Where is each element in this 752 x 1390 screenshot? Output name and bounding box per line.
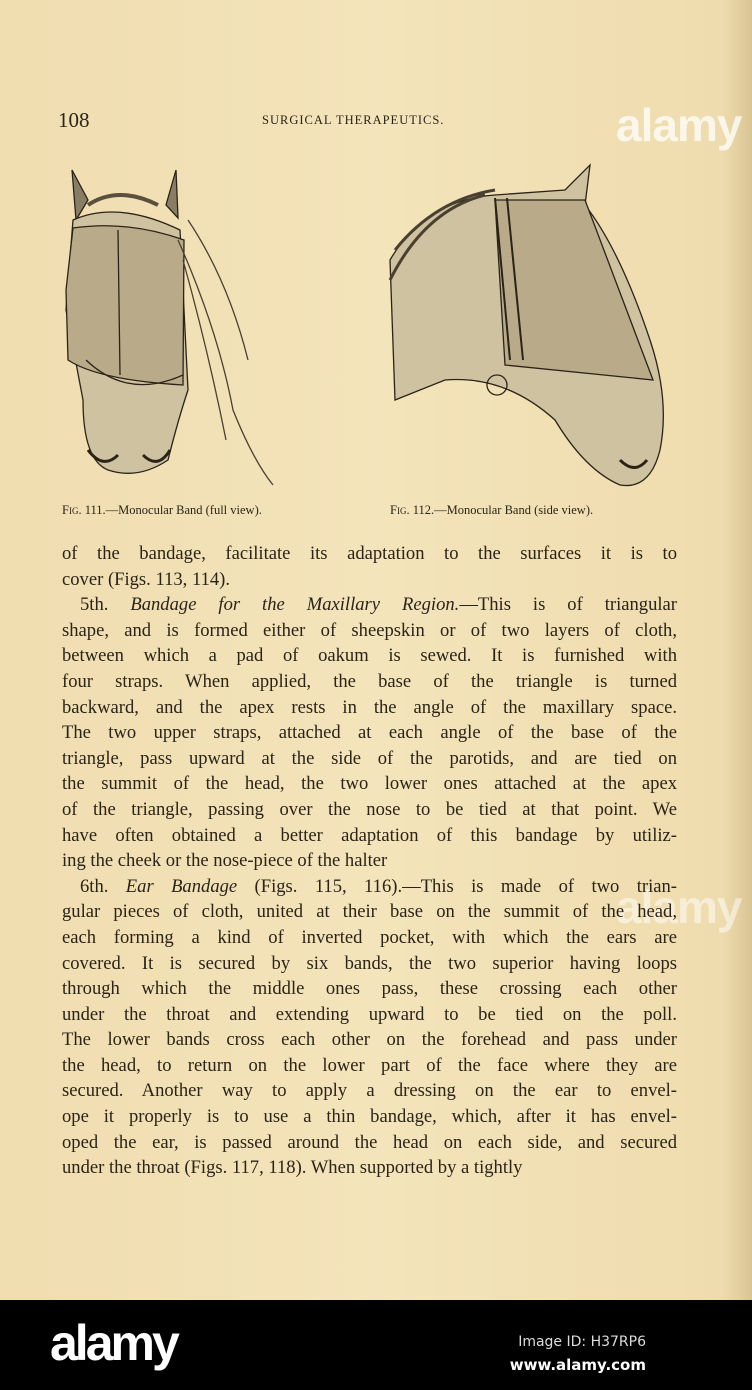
figure-label: Fig. 112. [390, 503, 435, 517]
text-line: through which the middle ones pass, these crossing each other [62, 978, 677, 1000]
section-title: Bandage for the Maxillary Region. [130, 594, 460, 616]
watermark: alamy [616, 881, 742, 933]
figure-112-horse-side-view [385, 160, 675, 495]
text-line: oped the ear, is passed around the head on each side, and secured [62, 1131, 677, 1153]
text-line: triangle, pass upward at the side of the parotids, and are tied on [62, 747, 677, 769]
text-line: have often obtained a better adaptation of this bandage by utiliz- [62, 824, 677, 846]
text-segment: (Figs. 115, 116).—This is made of two trian- [237, 875, 677, 897]
text-line: under the throat and extending upward to be tied on the poll. [62, 1003, 677, 1025]
text-line: under the throat (Figs. 117, 118). When supported by a tightly [62, 1157, 523, 1179]
text-line: of the triangle, passing over the nose to be tied at that point. We [62, 798, 677, 820]
text-segment: —This is of triangular [459, 594, 677, 616]
text-segment: 6th. [80, 875, 126, 897]
image-id: Image ID: H37RP6 [518, 1334, 646, 1350]
text-line: secured. Another way to apply a dressing on the ear to envel- [62, 1080, 677, 1102]
figure-111-horse-front-view [58, 160, 283, 495]
text-line: between which a pad of oakum is sewed. It is furnished with [62, 645, 677, 667]
figure-111-caption [62, 503, 262, 518]
text-line: of the bandage, facilitate its adaptation to the surfaces it is to [62, 543, 677, 564]
text-line [62, 592, 677, 618]
figure-label: Fig. 111. [62, 503, 106, 517]
alamy-logo: alamy [50, 1315, 177, 1371]
watermark: alamy [616, 99, 742, 151]
site-url[interactable]: www.alamy.com [509, 1356, 646, 1374]
body-text [62, 541, 677, 1181]
running-title: SURGICAL THERAPEUTICS. [262, 113, 445, 127]
text-line: four straps. When applied, the base of the triangle is turned [62, 670, 677, 692]
text-line: the head, to return on the lower part of the face where they are [62, 1054, 677, 1076]
text-line: backward, and the apex rests in the angle of the maxillary space. [62, 696, 677, 718]
text-line: each forming a kind of inverted pocket, with which the ears are [62, 926, 677, 948]
text-line: covered. It is secured by six bands, the two superior having loops [62, 952, 677, 974]
text-line: the summit of the head, the two lower ones attached at the apex [62, 773, 677, 795]
text-segment: 5th. [80, 594, 131, 616]
text-line: The two upper straps, attached at each angle of the base of the [62, 722, 677, 744]
footer-bar [0, 1300, 752, 1390]
page-number: 108 [58, 108, 90, 132]
text-line: The lower bands cross each other on the forehead and pass under [62, 1029, 677, 1051]
text-line: ing the cheek or the nose-piece of the halter [62, 850, 388, 872]
text-line: shape, and is formed either of sheepskin or of two layers of cloth, [62, 619, 677, 641]
text-line: gular pieces of cloth, united at their base on the summit of the head, [62, 901, 677, 923]
text-line [62, 874, 677, 900]
caption-text: —Monocular Band (side view). [434, 503, 594, 517]
text-line: ope it properly is to use a thin bandage, which, after it has envel- [62, 1106, 677, 1128]
caption-text: —Monocular Band (full view). [105, 503, 262, 517]
section-title: Ear Bandage [125, 875, 238, 897]
figure-112-caption [390, 503, 593, 518]
text-line: cover (Figs. 113, 114). [62, 568, 231, 590]
